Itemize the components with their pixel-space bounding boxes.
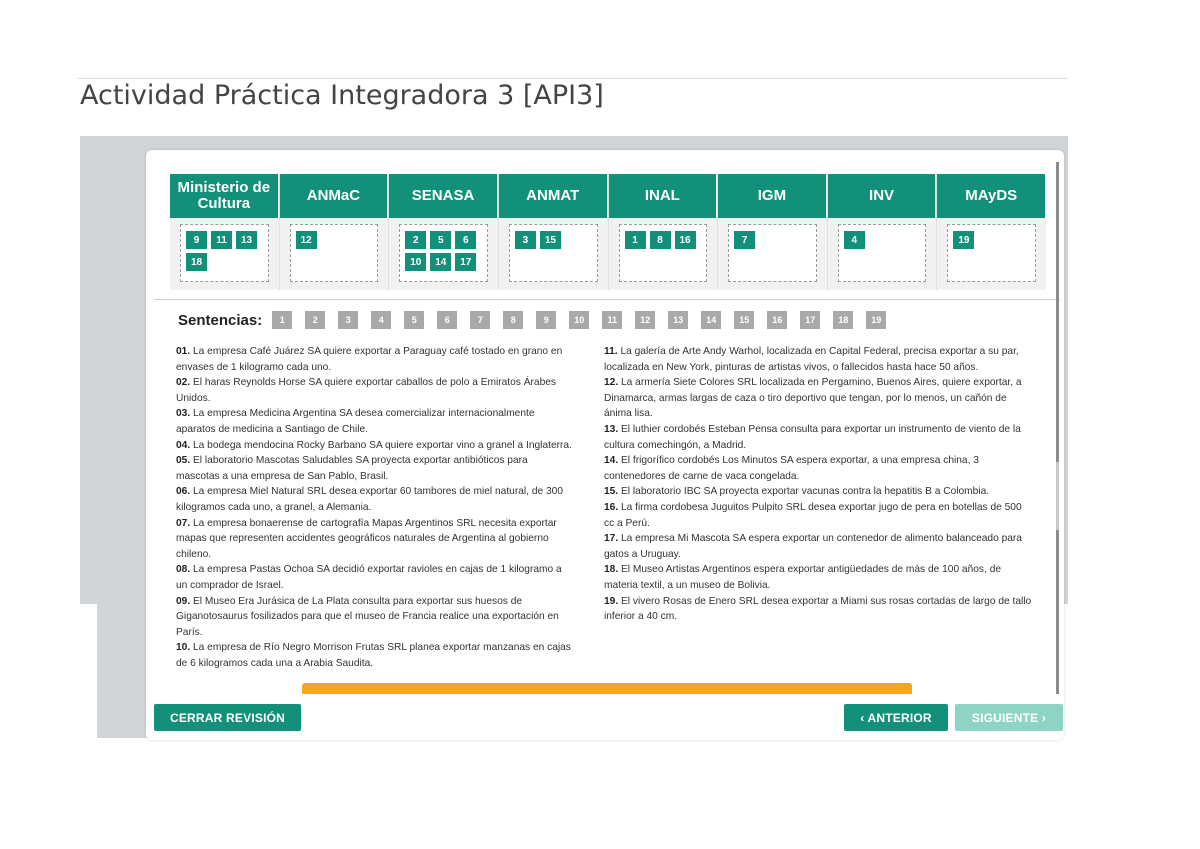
sentence-chip[interactable]: 6 bbox=[437, 311, 457, 329]
placed-sentence-chip[interactable]: 9 bbox=[186, 231, 207, 249]
board-header: INV bbox=[828, 174, 937, 218]
board-dropzone[interactable] bbox=[180, 224, 269, 282]
sentence-item bbox=[604, 500, 1034, 531]
sentence-chip[interactable]: 18 bbox=[833, 311, 853, 329]
board-header: SENASA bbox=[389, 174, 498, 218]
placed-sentence-chip[interactable]: 15 bbox=[540, 231, 561, 249]
sentence-item bbox=[176, 438, 574, 454]
board-1 bbox=[280, 174, 390, 290]
sentence-text: La empresa Pastas Ochoa SA decidió exportar ravioles en cajas de 1 kilogramo a un comprador de Israel. bbox=[176, 564, 562, 591]
sentence-number: 09. bbox=[176, 595, 191, 607]
sentence-item bbox=[604, 562, 1034, 593]
placed-sentence-chip[interactable]: 3 bbox=[515, 231, 536, 249]
sentence-text: La empresa Mi Mascota SA espera exportar un contenedor de alimento balanceado para gatos a Uruguay. bbox=[604, 533, 1022, 560]
sentence-number: 19. bbox=[604, 595, 619, 607]
sentence-chip[interactable]: 17 bbox=[800, 311, 820, 329]
sentence-item bbox=[604, 422, 1034, 453]
sentence-chip[interactable]: 15 bbox=[734, 311, 754, 329]
sentence-item bbox=[604, 344, 1034, 375]
board-3 bbox=[499, 174, 609, 290]
boards-divider bbox=[154, 299, 1060, 300]
board-header: ANMaC bbox=[280, 174, 389, 218]
sentence-chip[interactable]: 11 bbox=[602, 311, 622, 329]
sentence-text: El haras Reynolds Horse SA quiere exportar caballos de polo a Emiratos Árabes Unidos. bbox=[176, 377, 556, 404]
sentence-number: 16. bbox=[604, 501, 619, 513]
board-header: Ministerio de Cultura bbox=[170, 174, 279, 218]
sentence-text: La armería Siete Colores SRL localizada en Pergamino, Buenos Aires, quiere exportar, a Dinamarca, armas largas de caza o tiro deportivo que tengan, por lo menos, un cañón de ánima lisa. bbox=[604, 377, 1022, 420]
sentence-number: 01. bbox=[176, 346, 191, 357]
board-6 bbox=[828, 174, 938, 290]
board-dropzone[interactable] bbox=[619, 224, 708, 282]
board-dropzone[interactable] bbox=[728, 224, 817, 282]
sentences-list-right bbox=[604, 344, 1034, 625]
board-0 bbox=[170, 174, 280, 290]
sentence-item bbox=[604, 484, 1034, 500]
sentence-item bbox=[176, 453, 574, 484]
sentence-number: 18. bbox=[604, 564, 619, 576]
board-header: INAL bbox=[609, 174, 718, 218]
sentence-chip[interactable]: 16 bbox=[767, 311, 787, 329]
sentence-number: 05. bbox=[176, 455, 191, 467]
scrollbar-thumb-lower[interactable] bbox=[1056, 530, 1059, 694]
sentence-item bbox=[604, 594, 1034, 625]
close-review-button[interactable]: CERRAR REVISIÓN bbox=[154, 704, 301, 731]
board-header: IGM bbox=[718, 174, 827, 218]
sentence-text: El luthier cordobés Esteban Pensa consulta para exportar un instrumento de viento de la cultura comechingón, a Madrid. bbox=[604, 423, 1021, 451]
sentence-number: 04. bbox=[176, 439, 191, 451]
sentence-chip-row bbox=[272, 311, 899, 329]
sentence-item bbox=[176, 594, 574, 641]
board-4 bbox=[609, 174, 719, 290]
sentence-number: 02. bbox=[176, 377, 191, 389]
placed-sentence-chip[interactable]: 14 bbox=[430, 253, 451, 271]
sentences-bar bbox=[178, 311, 899, 329]
sentences-list-left bbox=[176, 344, 574, 671]
sentence-text: La empresa Medicina Argentina SA desea comercializar internacionalmente aparatos de medicina a Santiago de Chile. bbox=[176, 408, 535, 435]
placed-sentence-chip[interactable]: 11 bbox=[211, 231, 232, 249]
placed-sentence-chip[interactable]: 2 bbox=[405, 231, 426, 249]
sentence-item bbox=[604, 375, 1034, 422]
sentence-chip[interactable]: 7 bbox=[470, 311, 490, 329]
sentence-item bbox=[176, 516, 574, 563]
sentence-chip[interactable]: 13 bbox=[668, 311, 688, 329]
sentences-label: Sentencias: bbox=[178, 311, 263, 329]
placed-sentence-chip[interactable]: 8 bbox=[650, 231, 671, 249]
sentence-text: El frigorífico cordobés Los Minutos SA espera exportar, a una empresa china, 3 contenedores de carne de vaca congelada. bbox=[604, 455, 979, 482]
placed-sentence-chip[interactable]: 4 bbox=[844, 231, 865, 249]
sentence-number: 03. bbox=[176, 408, 191, 420]
sentence-text: El Museo Artistas Argentinos espera exportar antigüedades de más de 100 años, de materia textil, a un museo de Bolivia. bbox=[604, 564, 1002, 591]
page-title: Actividad Práctica Integradora 3 [API3] bbox=[80, 80, 604, 111]
sentence-number: 07. bbox=[176, 517, 191, 529]
next-button[interactable]: SIGUIENTE › bbox=[955, 704, 1063, 731]
sentence-text: La galería de Arte Andy Warhol, localizada en Capital Federal, precisa exportar a su par, localizada en New York, pinturas de artistas vivos, o fallecidos hasta hace 50 años. bbox=[604, 346, 1019, 373]
placed-sentence-chip[interactable]: 17 bbox=[455, 253, 476, 271]
placed-sentence-chip[interactable]: 5 bbox=[430, 231, 451, 249]
sentence-number: 11. bbox=[604, 346, 618, 357]
board-header: MAyDS bbox=[937, 174, 1046, 218]
sentence-chip[interactable]: 3 bbox=[338, 311, 358, 329]
board-dropzone[interactable] bbox=[290, 224, 379, 282]
category-boards bbox=[170, 174, 1046, 290]
sentence-chip[interactable]: 2 bbox=[305, 311, 325, 329]
sentence-item bbox=[176, 375, 574, 406]
sentence-number: 14. bbox=[604, 455, 619, 467]
sentence-text: La empresa Miel Natural SRL desea exportar 60 tambores de miel natural, de 300 kilogramos cada uno, a granel, a Alemania. bbox=[176, 486, 563, 513]
sentence-chip[interactable]: 12 bbox=[635, 311, 655, 329]
sentence-number: 13. bbox=[604, 423, 619, 435]
board-header: ANMAT bbox=[499, 174, 608, 218]
sentence-number: 17. bbox=[604, 533, 619, 545]
sentence-item bbox=[176, 406, 574, 437]
sentence-number: 15. bbox=[604, 486, 619, 498]
placed-sentence-chip[interactable]: 7 bbox=[734, 231, 755, 249]
board-2 bbox=[389, 174, 499, 290]
board-5 bbox=[718, 174, 828, 290]
sentence-number: 06. bbox=[176, 486, 191, 498]
sentence-chip[interactable]: 1 bbox=[272, 311, 292, 329]
sentence-item bbox=[176, 484, 574, 515]
backdrop-lower bbox=[97, 604, 149, 738]
board-dropzone[interactable] bbox=[509, 224, 598, 282]
sentence-chip[interactable]: 5 bbox=[404, 311, 424, 329]
sentence-chip[interactable]: 10 bbox=[569, 311, 589, 329]
board-7 bbox=[937, 174, 1046, 290]
board-dropzone[interactable] bbox=[947, 224, 1036, 282]
sentence-item bbox=[176, 562, 574, 593]
placed-sentence-chip[interactable]: 19 bbox=[953, 231, 974, 249]
sentence-text: La empresa bonaerense de cartografía Mapas Argentinos SRL necesita exportar mapas que representen accidentes geográficos naturales de Argentina al gobierno chileno. bbox=[176, 517, 557, 560]
sentence-chip[interactable]: 4 bbox=[371, 311, 391, 329]
placed-sentence-chip[interactable]: 16 bbox=[675, 231, 696, 249]
sentence-number: 12. bbox=[604, 377, 619, 389]
sentence-text: El laboratorio IBC SA proyecta exportar vacunas contra la hepatitis B a Colombia. bbox=[621, 486, 990, 498]
sentence-text: La firma cordobesa Juguitos Pulpito SRL desea exportar jugo de pera en botellas de 500 cc a Perú. bbox=[604, 501, 1022, 529]
placed-sentence-chip[interactable]: 12 bbox=[296, 231, 317, 249]
sentence-text: La bodega mendocina Rocky Barbano SA quiere exportar vino a granel a Inglaterra. bbox=[193, 439, 572, 451]
sentence-chip[interactable]: 14 bbox=[701, 311, 721, 329]
sentence-item bbox=[604, 453, 1034, 484]
sentence-text: El laboratorio Mascotas Saludables SA proyecta exportar antibióticos para mascotas a una empresa de San Pablo, Brasil. bbox=[176, 455, 528, 482]
sentence-text: La empresa Café Juárez SA quiere exportar a Paraguay café tostado en grano en envases de 1 kilogramo cada uno. bbox=[176, 346, 563, 373]
sentence-number: 10. bbox=[176, 642, 191, 654]
placed-sentence-chip[interactable]: 10 bbox=[405, 253, 426, 271]
board-dropzone[interactable] bbox=[399, 224, 488, 282]
sentence-text: El vivero Rosas de Enero SRL desea exportar a Miami sus rosas cortadas de largo de tallo inferior a 40 cm. bbox=[604, 595, 1032, 623]
placed-sentence-chip[interactable]: 1 bbox=[625, 231, 646, 249]
sentence-number: 08. bbox=[176, 564, 191, 576]
sentence-chip[interactable]: 8 bbox=[503, 311, 523, 329]
sentence-item bbox=[176, 344, 574, 375]
previous-button[interactable]: ‹ ANTERIOR bbox=[844, 704, 948, 731]
sentence-text: El Museo Era Jurásica de La Plata consulta para exportar sus huesos de Giganotosaurus fosilizados para que el museo de Francia realice una exportación en París. bbox=[176, 595, 559, 638]
scrollbar-thumb[interactable] bbox=[1056, 162, 1059, 462]
sentence-chip[interactable]: 9 bbox=[536, 311, 556, 329]
sentence-text: La empresa de Río Negro Morrison Frutas SRL planea exportar manzanas en cajas de 6 kilogramos cada una a Arabia Saudita. bbox=[176, 642, 571, 669]
sentence-item bbox=[604, 531, 1034, 562]
placed-sentence-chip[interactable]: 13 bbox=[236, 231, 257, 249]
board-dropzone[interactable] bbox=[838, 224, 927, 282]
placed-sentence-chip[interactable]: 18 bbox=[186, 253, 207, 271]
title-divider bbox=[78, 78, 1068, 79]
placed-sentence-chip[interactable]: 6 bbox=[455, 231, 476, 249]
sentence-item bbox=[176, 640, 574, 671]
sentence-chip[interactable]: 19 bbox=[866, 311, 886, 329]
